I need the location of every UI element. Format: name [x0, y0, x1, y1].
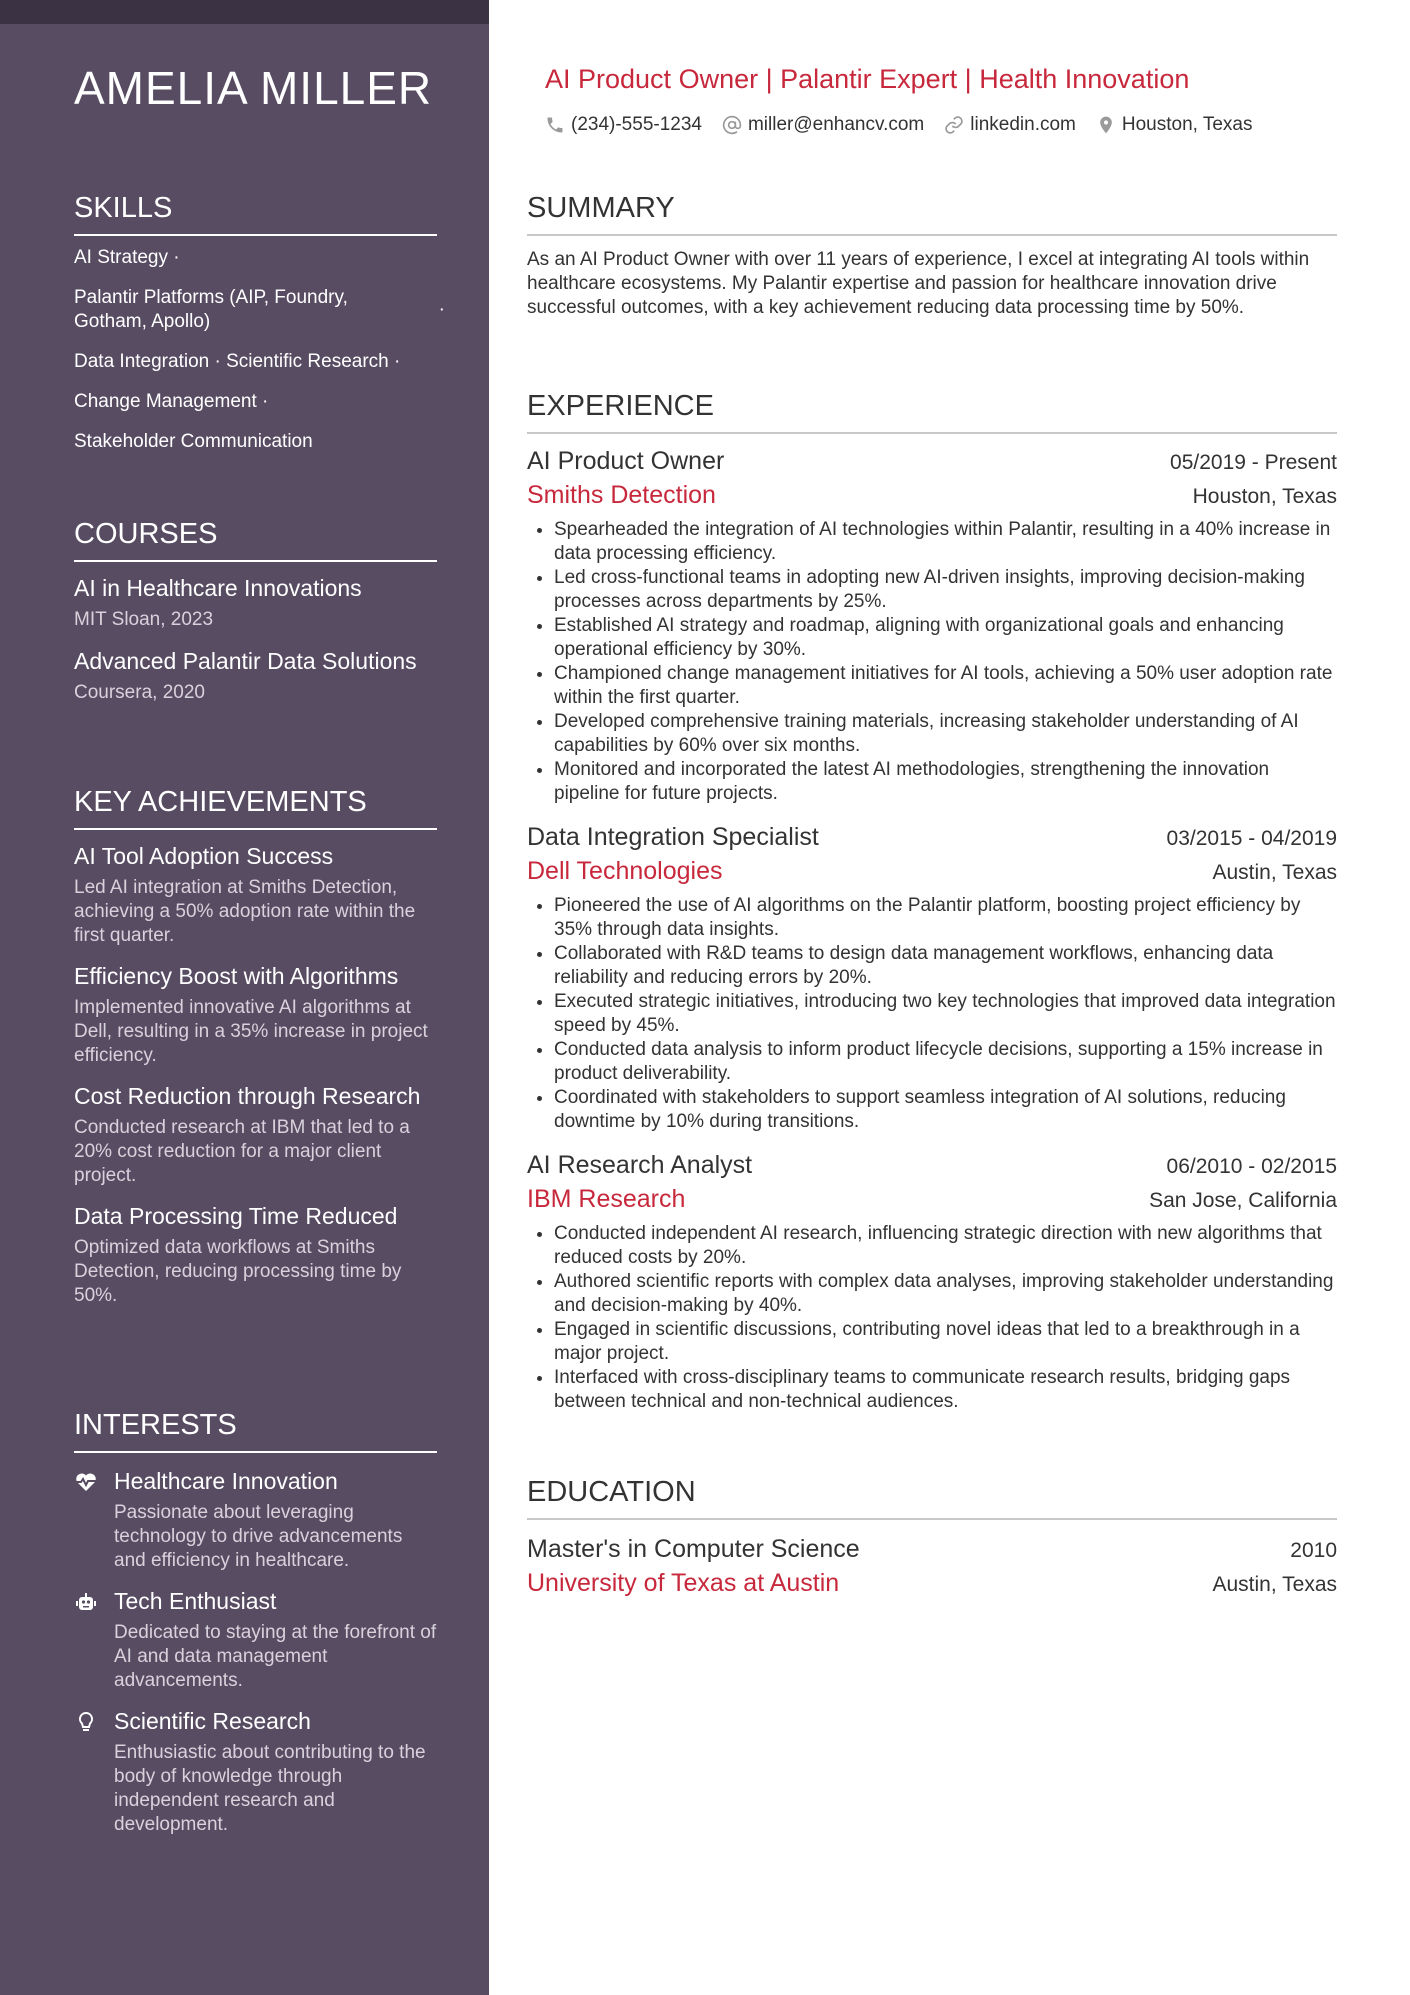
at-sign-icon: [722, 115, 742, 135]
achievement-desc: Led AI integration at Smiths Detection, achieving a 50% adoption rate within the first quarter.: [74, 877, 416, 946]
bullet-item: • Conducted independent AI research, influencing strategic direction with new algorithms that reduced costs by 20%.: [554, 1222, 1337, 1270]
contact-linkedin[interactable]: linkedin.com: [944, 114, 1076, 136]
candidate-name: AMELIA MILLER: [74, 62, 433, 114]
skills-section: [74, 190, 445, 470]
interest-item: [74, 1587, 437, 1693]
bullet-item: • Executed strategic initiatives, introducing two key technologies that improved data integration speed by 45%.: [554, 990, 1337, 1038]
bullet-item: • Led cross-functional teams in adopting new AI-driven insights, improving decision-making processes across departments by 25%.: [554, 566, 1337, 614]
interest-item: [74, 1707, 437, 1837]
bullet-item: • Authored scientific reports with complex data analyses, improving stakeholder understanding and decision-making by 40%.: [554, 1270, 1337, 1318]
job-bullets: [527, 894, 1337, 1134]
achievement-title: Data Processing Time Reduced: [74, 1203, 398, 1229]
interest-desc: Dedicated to staying at the forefront of AI and data management advancements.: [114, 1622, 437, 1691]
job-title: Data Integration Specialist: [527, 823, 819, 851]
experience-section: [527, 388, 1337, 1414]
education-entry: [527, 1532, 1337, 1600]
job-bullets: [527, 518, 1337, 806]
courses-section: [74, 516, 437, 706]
bullet-item: • Coordinated with stakeholders to support seamless integration of AI solutions, reducing downtime by 10% during transitions.: [554, 1086, 1337, 1134]
course-provider: MIT Sloan, 2023: [74, 609, 214, 630]
achievement-title: AI Tool Adoption Success: [74, 843, 334, 869]
experience-heading: EXPERIENCE: [527, 388, 1337, 434]
lightbulb-icon: [74, 1710, 98, 1734]
summary-text: As an AI Product Owner with over 11 years of experience, I excel at integrating AI tools within healthcare ecosystems. My Palantir expertise and passion for healthcare innovation drive successful outcomes, with a key achievement reducing data processing time by 50%.: [527, 249, 1310, 318]
interest-desc: Enthusiastic about contributing to the body of knowledge through independent research and development.: [114, 1742, 426, 1835]
job-dates: 05/2019 - Present: [1170, 451, 1337, 474]
skills-list: [74, 246, 445, 454]
interests-section: [74, 1407, 437, 1837]
bullet-item: • Spearheaded the integration of AI technologies within Palantir, resulting in a 40% increase in data processing efficiency.: [554, 518, 1337, 566]
skill-item: Data Integration · Scientific Research ·: [74, 351, 401, 372]
course-provider: Coursera, 2020: [74, 682, 205, 703]
bullet-item: • Engaged in scientific discussions, contributing novel ideas that led to a breakthrough in a major project.: [554, 1318, 1337, 1366]
courses-heading: COURSES: [74, 516, 437, 562]
bullet-item: • Monitored and incorporated the latest AI methodologies, strengthening the innovation pipeline for future projects.: [554, 758, 1337, 806]
bullet-item: • Interfaced with cross-disciplinary teams to communicate research results, bridging gaps between technical and non-technical audiences.: [554, 1366, 1337, 1414]
job-location: Austin, Texas: [1212, 861, 1337, 884]
interest-title: Tech Enthusiast: [114, 1588, 277, 1614]
graduation-year: 2010: [1290, 1539, 1337, 1562]
interest-title: Healthcare Innovation: [114, 1468, 338, 1494]
achievement-desc: Optimized data workflows at Smiths Detection, reducing processing time by 50%.: [74, 1237, 402, 1306]
skill-item: Change Management ·: [74, 391, 269, 412]
phone-icon: [545, 115, 565, 135]
skill-item: AI Strategy ·: [74, 247, 180, 268]
contact-bar: [545, 112, 1273, 138]
robot-icon: [74, 1590, 98, 1614]
school-name: University of Texas at Austin: [527, 1569, 840, 1597]
job-company: Dell Technologies: [527, 857, 723, 885]
achievement-title: Efficiency Boost with Algorithms: [74, 963, 399, 989]
job-entry: [527, 1148, 1337, 1414]
job-bullets: [527, 1222, 1337, 1414]
job-company: Smiths Detection: [527, 481, 716, 509]
bullet-item: • Collaborated with R&D teams to design data management workflows, enhancing data reliability and reducing errors by 20%.: [554, 942, 1337, 990]
job-title: AI Product Owner: [527, 447, 725, 475]
job-company: IBM Research: [527, 1185, 686, 1213]
school-location: Austin, Texas: [1212, 1573, 1337, 1596]
contact-location: Houston, Texas: [1096, 114, 1253, 136]
summary-heading: SUMMARY: [527, 190, 1337, 236]
map-pin-icon: [1096, 115, 1116, 135]
job-location: Houston, Texas: [1192, 485, 1337, 508]
education-heading: EDUCATION: [527, 1474, 1337, 1520]
interests-heading: INTERESTS: [74, 1407, 437, 1453]
job-title: AI Research Analyst: [527, 1151, 753, 1179]
skills-heading: SKILLS: [74, 190, 437, 236]
link-icon: [944, 115, 964, 135]
sidebar: [0, 0, 489, 1995]
job-dates: 03/2015 - 04/2019: [1166, 827, 1337, 850]
course-item: [74, 647, 437, 706]
job-dates: 06/2010 - 02/2015: [1166, 1155, 1337, 1178]
achievement-desc: Conducted research at IBM that led to a 20% cost reduction for a major client project.: [74, 1117, 410, 1186]
job-entry: [527, 820, 1337, 1134]
bullet-item: • Established AI strategy and roadmap, aligning with organizational goals and enhancing operational efficiency by 30%.: [554, 614, 1337, 662]
summary-section: [527, 190, 1337, 320]
course-item: [74, 574, 437, 633]
education-section: [527, 1474, 1337, 1600]
contact-phone[interactable]: (234)-555-1234: [545, 114, 702, 136]
bullet-item: • Developed comprehensive training materials, increasing stakeholder understanding of AI capabilities by 60% over six months.: [554, 710, 1337, 758]
bullet-item: • Championed change management initiatives for AI tools, achieving a 50% user adoption rate within the first quarter.: [554, 662, 1337, 710]
tagline: AI Product Owner | Palantir Expert | Health Innovation: [545, 64, 1190, 94]
degree-title: Master's in Computer Science: [527, 1535, 860, 1563]
job-location: San Jose, California: [1149, 1189, 1337, 1212]
job-entry: [527, 444, 1337, 806]
bullet-item: • Pioneered the use of AI algorithms on the Palantir platform, boosting project efficiency by 35% through data insights.: [554, 894, 1337, 942]
heartbeat-icon: [74, 1470, 98, 1494]
achievement-item: [74, 1202, 437, 1308]
interest-title: Scientific Research: [114, 1708, 311, 1734]
achievement-item: [74, 842, 437, 948]
skill-item: Palantir Platforms (AIP, Foundry, Gotham, Apollo) ·: [74, 287, 445, 332]
skill-item: Stakeholder Communication: [74, 431, 313, 452]
interest-desc: Passionate about leveraging technology to drive advancements and efficiency in healthcare.: [114, 1502, 403, 1571]
course-title: Advanced Palantir Data Solutions: [74, 648, 417, 674]
achievements-heading: KEY ACHIEVEMENTS: [74, 784, 437, 830]
achievement-desc: Implemented innovative AI algorithms at Dell, resulting in a 35% increase in project efficiency.: [74, 997, 428, 1066]
bullet-item: • Conducted data analysis to inform product lifecycle decisions, supporting a 15% increase in product deliverability.: [554, 1038, 1337, 1086]
sidebar-top-bar: [0, 0, 489, 24]
achievements-section: [74, 784, 437, 1308]
achievement-item: [74, 1082, 437, 1188]
contact-email[interactable]: miller@enhancv.com: [722, 114, 924, 136]
achievement-title: Cost Reduction through Research: [74, 1083, 421, 1109]
course-title: AI in Healthcare Innovations: [74, 575, 362, 601]
interest-item: [74, 1467, 437, 1573]
achievement-item: [74, 962, 437, 1068]
